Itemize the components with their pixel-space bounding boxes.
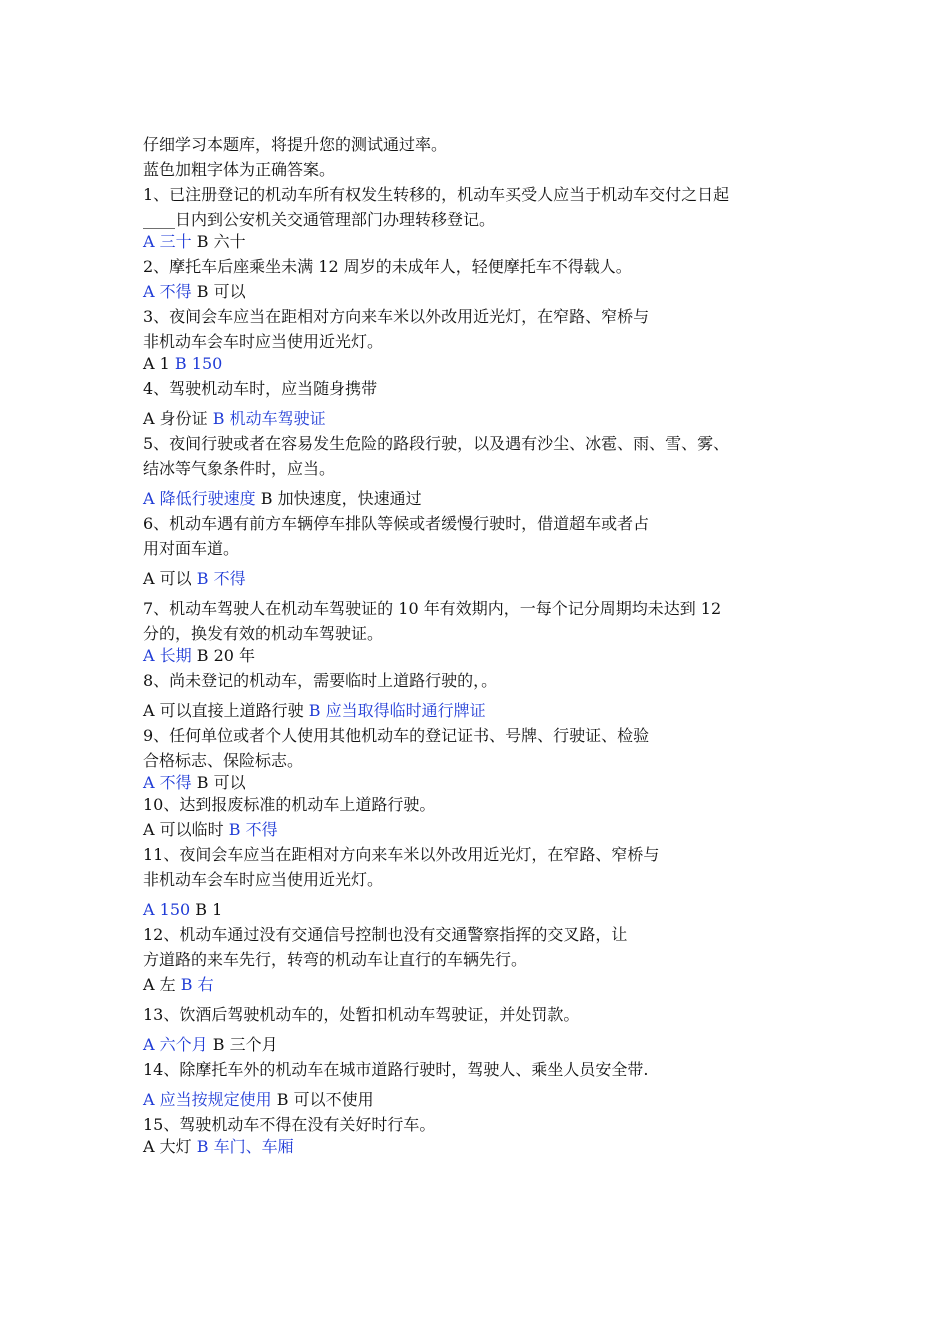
question-6-text-line-1: 6、机动车遇有前方车辆停车排队等候或者缓慢行驶时，借道超车或者占: [143, 514, 650, 533]
question-1-text-line-2: ____日内到公安机关交通管理部门办理转移登记。: [143, 210, 496, 229]
question-10-option-a: A 可以临时: [143, 820, 224, 839]
question-2-options: [143, 281, 843, 303]
question-10-text-line-1: 10、达到报废标准的机动车上道路行驶。: [143, 795, 436, 814]
question-12-option-b: B 右: [180, 975, 214, 994]
question-11-option-a: A 150: [143, 900, 191, 919]
question-12-text-line-1: 12、机动车通过没有交通信号控制也没有交通警察指挥的交叉路，让: [143, 925, 628, 944]
question-6-option-b: B 不得: [196, 569, 246, 588]
question-10-options: [143, 819, 843, 841]
question-11-text-line-2: 非机动车会车时应当使用近光灯。: [143, 870, 384, 889]
question-2-option-b: B 可以: [196, 282, 246, 301]
intro-line-2: 蓝色加粗字体为正确答案。: [143, 160, 336, 179]
question-9-text-line-1: 9、任何单位或者个人使用其他机动车的登记证书、号牌、行驶证、检验: [143, 726, 650, 745]
question-3-option-b: B 150: [174, 354, 223, 373]
question-6-text-line-2: 用对面车道。: [143, 539, 240, 558]
question-7-text-line-2: 分的，换发有效的机动车驾驶证。: [143, 624, 384, 643]
question-8-option-b: B 应当取得临时通行牌证: [308, 701, 486, 720]
question-1-option-b: B 六十: [196, 232, 246, 251]
question-9-option-a: A 不得: [143, 773, 192, 792]
question-5-option-b: B 加快速度，快速通过: [260, 489, 422, 508]
question-3-option-a: A 1: [143, 354, 170, 373]
question-9-options: [143, 772, 843, 794]
question-11-options: [143, 899, 843, 921]
question-9-text-line-2: 合格标志、保险标志。: [143, 751, 304, 770]
question-6-options: [143, 568, 843, 590]
question-8-options: [143, 700, 843, 722]
question-4-text-line-1: 4、驾驶机动车时，应当随身携带: [143, 379, 378, 398]
question-11-option-b: B 1: [195, 900, 223, 919]
question-13-text-line-1: 13、饮酒后驾驶机动车的，处暂扣机动车驾驶证，并处罚款。: [143, 1005, 580, 1024]
question-4-option-a: A 身份证: [143, 409, 208, 428]
question-5-option-a: A 降低行驶速度: [143, 489, 256, 508]
question-15-option-a: A 大灯: [143, 1137, 192, 1156]
question-2-text-line-1: 2、摩托车后座乘坐未满 12 周岁的未成年人，轻便摩托车不得载人。: [143, 257, 632, 276]
question-3-text-line-1: 3、夜间会车应当在距相对方向来车米以外改用近光灯，在窄路、窄桥与: [143, 307, 650, 326]
question-6-option-a: A 可以: [143, 569, 192, 588]
question-14-text-line-1: 14、除摩托车外的机动车在城市道路行驶时，驾驶人、乘坐人员安全带.: [143, 1060, 649, 1079]
question-4-options: [143, 408, 843, 430]
question-7-option-b: B 20 年: [196, 646, 256, 665]
question-9-option-b: B 可以: [196, 773, 246, 792]
question-10-option-b: B 不得: [228, 820, 278, 839]
question-12-text-line-2: 方道路的来车先行，转弯的机动车让直行的车辆先行。: [143, 950, 528, 969]
question-4-option-b: B 机动车驾驶证: [212, 409, 326, 428]
question-7-text-line-1: 7、机动车驾驶人在机动车驾驶证的 10 年有效期内，一每个记分周期均未达到 12: [143, 599, 722, 618]
question-5-text-line-1: 5、夜间行驶或者在容易发生危险的路段行驶，以及遇有沙尘、冰雹、雨、雪、雾、: [143, 434, 730, 453]
question-7-options: [143, 645, 843, 667]
question-15-options: [143, 1136, 843, 1158]
question-15-option-b: B 车门、车厢: [196, 1137, 294, 1156]
question-13-option-b: B 三个月: [212, 1035, 278, 1054]
question-14-options: [143, 1089, 843, 1111]
document-page: [143, 134, 843, 1158]
question-12-option-a: A 左: [143, 975, 176, 994]
intro-line-1: 仔细学习本题库，将提升您的测试通过率。: [143, 135, 448, 154]
question-2-option-a: A 不得: [143, 282, 192, 301]
question-1-options: [143, 231, 843, 253]
question-3-text-line-2: 非机动车会车时应当使用近光灯。: [143, 332, 384, 351]
question-8-text-line-1: 8、尚未登记的机动车，需要临时上道路行驶的，。: [143, 671, 498, 690]
question-11-text-line-1: 11、夜间会车应当在距相对方向来车米以外改用近光灯，在窄路、窄桥与: [143, 845, 660, 864]
question-15-text-line-1: 15、驾驶机动车不得在没有关好时行车。: [143, 1115, 436, 1134]
question-3-options: [143, 353, 843, 375]
question-13-option-a: A 六个月: [143, 1035, 208, 1054]
question-5-options: [143, 488, 843, 510]
question-1-text-line-1: 1、已注册登记的机动车所有权发生转移的，机动车买受人应当于机动车交付之日起: [143, 185, 730, 204]
question-1-option-a: A 三十: [143, 232, 192, 251]
question-7-option-a: A 长期: [143, 646, 192, 665]
question-14-option-b: B 可以不使用: [276, 1090, 374, 1109]
question-5-text-line-2: 结冰等气象条件时，应当。: [143, 459, 336, 478]
question-13-options: [143, 1034, 843, 1056]
question-14-option-a: A 应当按规定使用: [143, 1090, 272, 1109]
question-12-options: [143, 974, 843, 996]
question-8-option-a: A 可以直接上道路行驶: [143, 701, 304, 720]
